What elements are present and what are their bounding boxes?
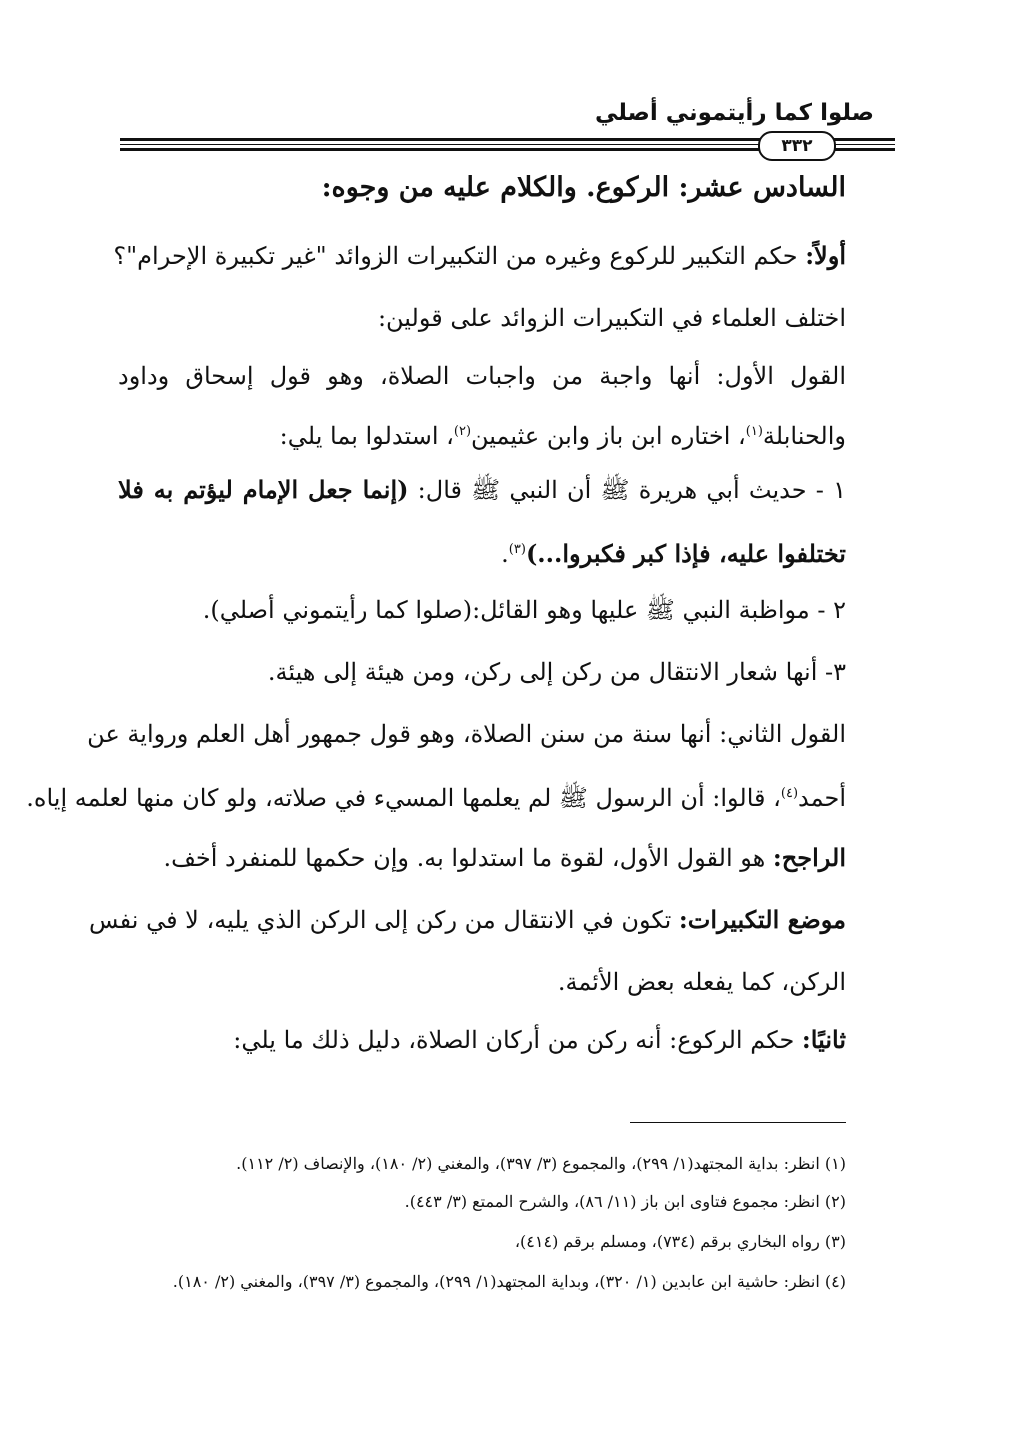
footnote-ref-4: (٤) <box>780 786 799 801</box>
footnote-1: (١) انظر: بداية المجتهد(١/ ٢٩٩)، والمجموع (٣/ ٣٩٧)، والمغني (٢/ ١٨٠)، والإنصاف (٢/ ١١٢). <box>236 1154 846 1173</box>
opinion-one-text-b: ، اختاره ابن باز وابن عثيمين <box>471 422 746 450</box>
footnote-ref-2: (٢) <box>453 424 472 439</box>
evidence-one-text: ١ - حديث أبي هريرة ﷺ أن النبي ﷺ قال: <box>408 476 846 504</box>
opinion-two-line-2 <box>26 776 846 816</box>
mawdi-label: موضع التكبيرات: <box>678 905 846 934</box>
opinion-one-text-a: والحنابلة <box>762 422 846 450</box>
page-number: ٣٣٢ <box>758 131 836 161</box>
heading-rest: والكلام عليه من وجوه: <box>321 172 587 203</box>
opinion-two-text-a: أحمد <box>798 784 846 812</box>
footnote-ref-3: (٣) <box>508 542 526 557</box>
evidence-one-line-1 <box>118 472 846 508</box>
hadith-quote-end: تختلفوا عليه، فإذا كبر فكبروا...) <box>525 539 846 568</box>
evidence-three: ٣- أنها شعار الانتقال من ركن إلى ركن، ومن هيئة إلى هيئة. <box>267 658 846 686</box>
question-one-text: حكم التكبير للركوع وغيره من التكبيرات الزوائد "غير تكبيرة الإحرام"؟ <box>113 242 806 270</box>
section-heading <box>118 170 846 206</box>
mawdi-text: تكون في الانتقال من ركن إلى الركن الذي يليه، لا في نفس <box>89 906 679 934</box>
question-one-label: أولاً: <box>805 241 846 270</box>
intro-line: اختلف العلماء في التكبيرات الزوائد على قولين: <box>377 304 846 332</box>
question-one <box>113 238 846 274</box>
evidence-two: ٢ - مواظبة النبي ﷺ عليها وهو القائل:(صلوا كما رأيتموني أصلي). <box>202 596 846 624</box>
rajih-line <box>118 840 846 876</box>
mawdi-line-2: الركن، كما يفعله بعض الأئمة. <box>557 968 846 996</box>
heading-bold: السادس عشر: الركوع. <box>586 172 846 203</box>
rajih-label: الراجح: <box>772 843 846 872</box>
question-two-label: ثانيًا: <box>801 1025 846 1054</box>
mawdi-line-1 <box>89 902 846 938</box>
rajih-text: هو القول الأول، لقوة ما استدلوا به. وإن حكمها للمنفرد أخف. <box>163 844 773 872</box>
question-two <box>156 1022 846 1058</box>
opinion-one-line-1: القول الأول: أنها واجبة من واجبات الصلاة، وهو قول إسحاق وداود <box>118 362 846 390</box>
evidence-one-line-2 <box>118 532 846 572</box>
opinion-two-line-1: القول الثاني: أنها سنة من سنن الصلاة، وهو قول جمهور أهل العلم ورواية عن <box>87 720 846 748</box>
evidence-one-period: . <box>501 540 509 568</box>
footnote-2: (٢) انظر: مجموع فتاوى ابن باز (١١/ ٨٦)، والشرح الممتع (٣/ ٤٤٣). <box>404 1192 846 1211</box>
opinion-one-line-2 <box>118 414 846 454</box>
footnote-4: (٤) انظر: حاشية ابن عابدين (١/ ٣٢٠)، وبداية المجتهد(١/ ٢٩٩)، والمجموع (٣/ ٣٩٧)، والمغني (٢/ ١٨٠). <box>172 1272 846 1291</box>
question-two-text: حكم الركوع: أنه ركن من أركان الصلاة، دليل ذلك ما يلي: <box>233 1026 802 1054</box>
footnote-separator <box>630 1122 846 1123</box>
footnote-3: (٣) رواه البخاري برقم (٧٣٤)، ومسلم برقم (٤١٤)، <box>514 1232 846 1251</box>
opinion-one-text-c: ، استدلوا بما يلي: <box>279 422 454 450</box>
footnote-ref-1: (١) <box>745 424 763 439</box>
opinion-two-text-b: ، قالوا: أن الرسول ﷺ لم يعلمها المسيء في صلاته، ولو كان منها لعلمه إياه. <box>26 784 781 812</box>
hadith-quote-start: (إنما جعل الإمام ليؤتم به فلا <box>118 475 409 504</box>
book-title: صلوا كما رأيتموني أصلي <box>594 100 874 126</box>
